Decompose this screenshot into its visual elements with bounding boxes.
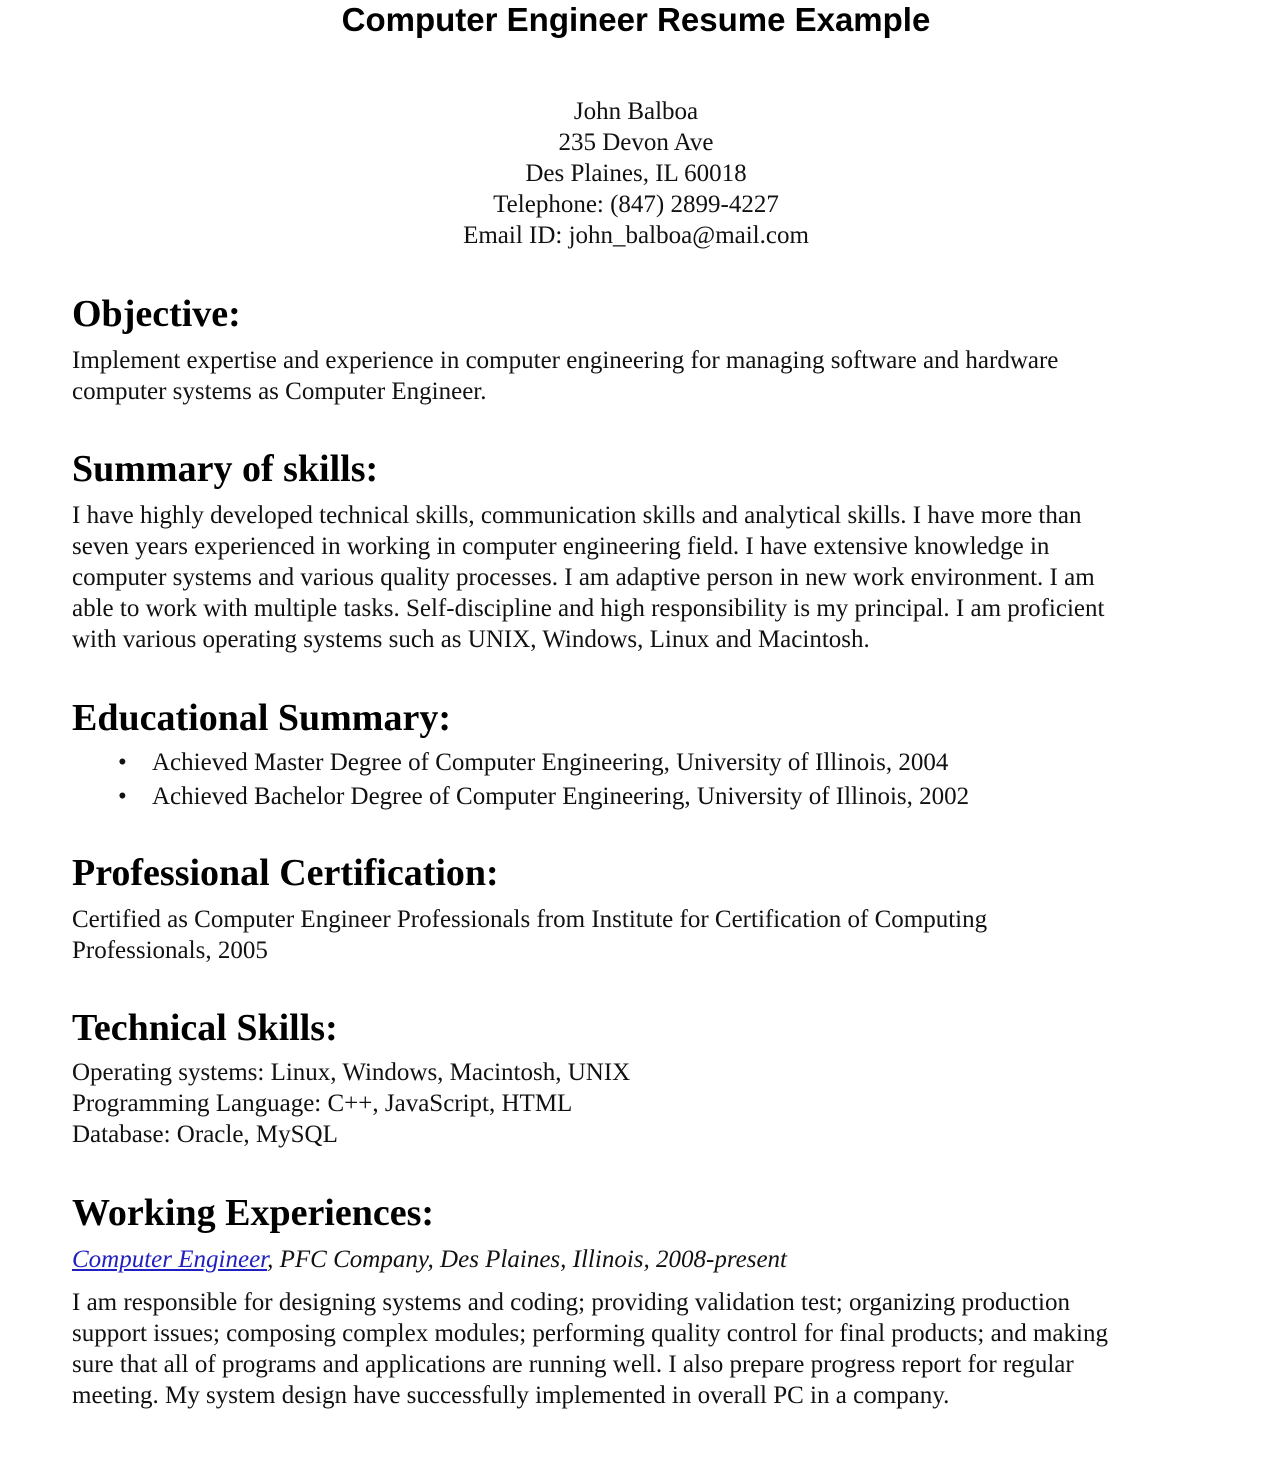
skills-summary-line: with various operating systems such as UNIX, Windows, Linux and Macintosh. [72, 626, 870, 653]
technical-skills-text [72, 1057, 1212, 1150]
document-title: Computer Engineer Resume Example [341, 1, 931, 38]
job-details: , PFC Company, Des Plaines, Illinois, 2008-present [267, 1246, 787, 1273]
objective-heading: Objective: [72, 293, 241, 335]
skills-summary-heading: Summary of skills: [72, 448, 379, 490]
certification-line: Professionals, 2005 [72, 937, 268, 964]
education-heading: Educational Summary: [72, 697, 451, 739]
technical-skills-line: Programming Language: C++, JavaScript, HTML [72, 1090, 573, 1117]
contact-name: John Balboa [573, 98, 699, 125]
experience-line: I am responsible for designing systems and coding; providing validation test; organizing production [72, 1289, 1070, 1316]
bullet-icon: • [118, 783, 127, 810]
education-item [72, 746, 1212, 780]
skills-summary-text [72, 500, 1212, 655]
technical-skills-heading: Technical Skills: [72, 1007, 338, 1049]
experience-text [72, 1287, 1212, 1411]
education-item [72, 780, 1212, 814]
education-item-text: Achieved Master Degree of Computer Engineering, University of Illinois, 2004 [152, 749, 949, 776]
objective-text [72, 345, 1212, 407]
experience-line: sure that all of programs and applications are running well. I also prepare progress report for regular [72, 1351, 1074, 1378]
experience-line: support issues; composing complex modules; performing quality control for final products; and making [72, 1320, 1108, 1347]
objective-line: Implement expertise and experience in computer engineering for managing software and hardware [72, 347, 1059, 374]
certification-text [72, 904, 1212, 966]
education-item-text: Achieved Bachelor Degree of Computer Engineering, University of Illinois, 2002 [152, 783, 970, 810]
contact-email: Email ID: john_balboa@mail.com [463, 222, 809, 249]
experience-heading: Working Experiences: [72, 1192, 435, 1234]
technical-skills-line: Operating systems: Linux, Windows, Macintosh, UNIX [72, 1059, 631, 1086]
skills-summary-line: I have highly developed technical skills, communication skills and analytical skills. I have more than [72, 502, 1082, 529]
job-entry-header [72, 1244, 1212, 1275]
contact-city: Des Plaines, IL 60018 [525, 160, 747, 187]
experience-line: meeting. My system design have successfully implemented in overall PC in a company. [72, 1382, 950, 1409]
skills-summary-line: seven years experienced in working in computer engineering field. I have extensive knowledge in [72, 533, 1050, 560]
contact-street: 235 Devon Ave [558, 129, 714, 156]
objective-line: computer systems as Computer Engineer. [72, 378, 487, 405]
bullet-icon: • [118, 749, 127, 776]
certification-line: Certified as Computer Engineer Professionals from Institute for Certification of Computing [72, 906, 988, 933]
technical-skills-line: Database: Oracle, MySQL [72, 1121, 338, 1148]
contact-telephone: Telephone: (847) 2899-4227 [493, 191, 779, 218]
resume-page [72, 96, 1212, 1411]
education-list [72, 746, 1212, 814]
job-title-link[interactable]: Computer Engineer [72, 1246, 268, 1273]
certification-heading: Professional Certification: [72, 852, 499, 894]
skills-summary-line: able to work with multiple tasks. Self-discipline and high responsibility is my principal. I am proficient [72, 595, 1105, 622]
contact-block [0, 96, 1272, 251]
skills-summary-line: computer systems and various quality processes. I am adaptive person in new work environment. I am [72, 564, 1095, 591]
